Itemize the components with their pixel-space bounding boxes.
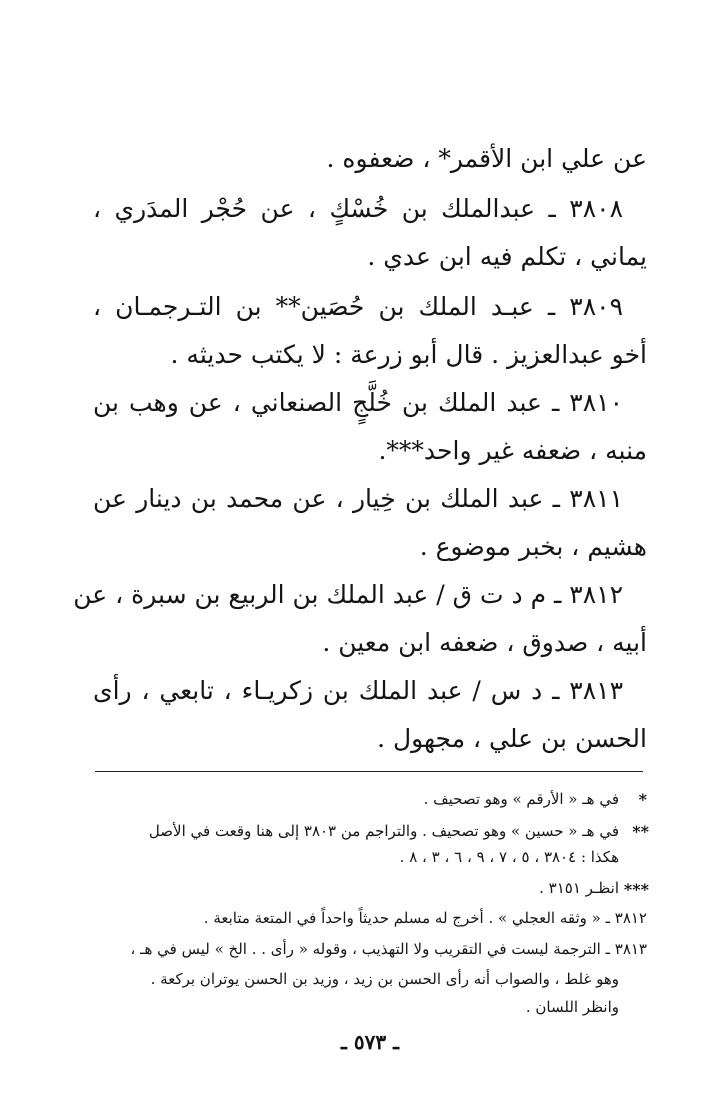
footnote-3812: ٣٨١٢ ـ « وثقه العجلي » . أخرج له مسلم حديثاً واحداً في المتعة متابعة .	[203, 909, 647, 927]
entry-3813-line-2: الحسن بن علي ، مجهول .	[377, 724, 647, 753]
entry-3808-line-2: يماني ، تكلم فيه ابن عدي .	[367, 242, 647, 271]
footnote-mark-3: ***	[623, 880, 649, 899]
entry-3812-line-2: أبيه ، صدوق ، ضعفه ابن معين .	[322, 628, 647, 657]
footnote-divider	[95, 771, 643, 772]
entry-3811-line-2: هشيم ، بخبر موضوع .	[419, 532, 647, 561]
body-line-1: عن علي ابن الأقمر* ، ضعفوه .	[326, 144, 647, 173]
entry-3813-line-1: ٣٨١٣ ـ د س / عبد الملك بن زكريـاء ، تابعي ، رأى	[93, 676, 623, 705]
footnote-mark-2: **	[632, 822, 649, 841]
entry-3811-line-1: ٣٨١١ ـ عبد الملك بن خِيار ، عن محمد بن دينار عن	[93, 484, 623, 513]
entry-3808-line-1: ٣٨٠٨ ـ عبدالملك بن خُسْكٍ ، عن حُجْر المدَري ،	[93, 194, 623, 223]
footnote-3813-line-2: وهو غلط ، والصواب أنه رأى الحسن بن زيد ، وزيد بن الحسن يوتران بركعة .	[150, 970, 619, 988]
page-number: ـ ٥٧٣ ـ	[341, 1030, 399, 1054]
entry-3812-line-1: ٣٨١٢ ـ م د ت ق / عبد الملك بن الربيع بن سبرة ، عن	[73, 580, 623, 609]
footnote-3813-line-1: ٣٨١٣ ـ الترجمة ليست في التقريب ولا التهذيب ، وقوله « رأى . . الخ » ليس في هـ ،	[130, 940, 647, 958]
footnote-1: في هـ « الأرقم » وهو تصحيف .	[423, 790, 619, 808]
entry-3810-line-1: ٣٨١٠ ـ عبد الملك بن خُلَّجٍ الصنعاني ، عن وهب بن	[93, 388, 623, 417]
entry-3810-line-2: منبه ، ضعفه غير واحد***.	[378, 436, 647, 465]
entry-3809-line-2: أخو عبدالعزيز . قال أبو زرعة : لا يكتب حديثه .	[170, 340, 647, 369]
entry-3809-line-1: ٣٨٠٩ ـ عبـد الملك بن حُصَين** بن التـرجمـان ،	[93, 292, 623, 321]
footnote-mark-1: *	[638, 790, 647, 809]
footnote-2-line-2: هكذا : ٣٨٠٤ ، ٥ ، ٧ ، ٩ ، ٦ ، ٣ ، ٨ .	[399, 848, 619, 866]
footnote-3: انظـر ٣١٥١ .	[539, 879, 619, 897]
footnote-3813-line-3: وانظر اللسان .	[525, 998, 619, 1016]
footnote-2-line-1: في هـ « حسين » وهو تصحيف . والتراجم من ٣٨٠٣ إلى هنا وقعت في الأصل	[148, 822, 619, 840]
